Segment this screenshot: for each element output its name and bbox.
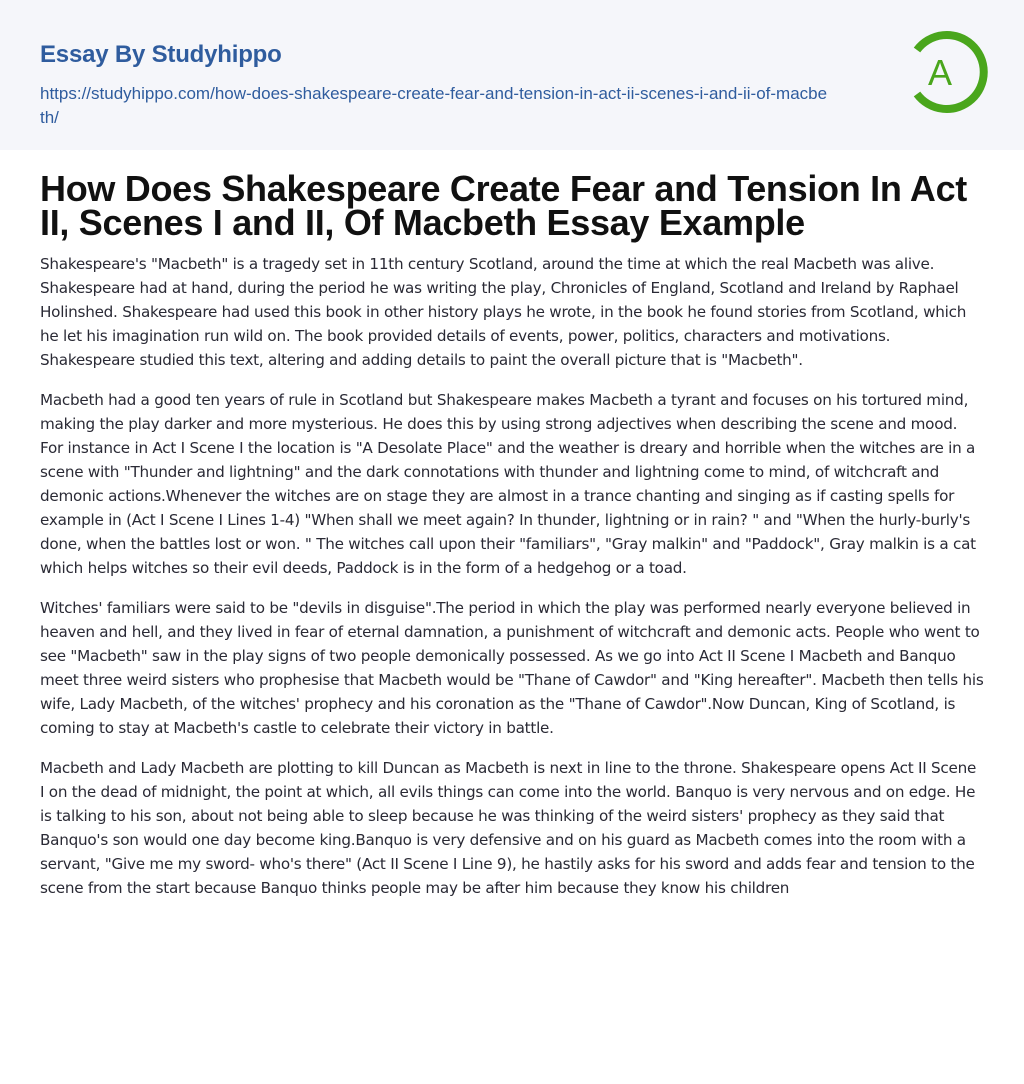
article-paragraph: Macbeth had a good ten years of rule in Scotland but Shakespeare makes Macbeth a tyrant and focuses on his tortured mind, making the play darker and more mysterious. He does this by using strong adjectives when describing the scene and mood. For instance in Act I Scene I the location is "A Desolate Place" and the weather is dreary and horrible when the witches are in a scene with "Thunder and lightning" and the dark connotations with thunder and lightning come to mind, of witchcraft and demonic actions.Whenever the witches are on stage they are almost in a trance chanting and singing as if casting spells for example in (Act I Scene I Lines 1-4) "When shall we meet again? In thunder, lightning or in rain? " and "When the hurly-burly's done, when the battles lost or won. " The witches call upon their "familiars", "Gray malkin" and "Paddock", Gray malkin is a cat which helps witches so their evil deeds, Paddock is in the form of a hedgehog or a toad.	[40, 391, 976, 577]
studyhippo-logo-icon[interactable]	[905, 30, 989, 114]
logo-arc-icon	[905, 30, 989, 114]
article-paragraph: Macbeth and Lady Macbeth are plotting to kill Duncan as Macbeth is next in line to the throne. Shakespeare opens Act II Scene I on the dead of midnight, the point at which, all evils things can come into the world. Banquo is very nervous and on edge. He is talking to his son, about not being able to sleep because he was thinking of the weird sisters' prophecy as they said that Banquo's son would one day become king.Banquo is very defensive and on his guard as Macbeth comes into the room with a servant, "Give me my sword- who's there" (Act II Scene I Line 9), he hastily asks for his sword and adds fear and tension to the scene from the start because Banquo thinks people may be after him because they know his children	[40, 759, 977, 897]
source-url-link[interactable]: https://studyhippo.com/how-does-shakespeare-create-fear-and-tension-in-act-ii-scenes-i-and-ii-of-macbeth/	[40, 84, 828, 127]
article-paragraph: Witches' familiars were said to be "devils in disguise".The period in which the play was performed nearly everyone believed in heaven and hell, and they lived in fear of eternal damnation, a punishment of witchcraft and demonic acts. People who went to see "Macbeth" saw in the play signs of two people demonically possessed. As we go into Act II Scene I Macbeth and Banquo meet three weird sisters who prophesise that Macbeth would be "Thane of Cawdor" and "King hereafter". Macbeth then tells his wife, Lady Macbeth, of the witches' prophecy and his coronation as the "Thane of Cawdor".Now Duncan, King of Scotland, is coming to stay at Macbeth's castle to celebrate their victory in battle.	[40, 599, 984, 737]
logo-letter: A	[927, 52, 953, 93]
article	[0, 168, 1024, 900]
article-paragraph: Shakespeare's "Macbeth" is a tragedy set in 11th century Scotland, around the time at which the real Macbeth was alive. Shakespeare had at hand, during the period he was writing the play, Chronicles of England, Scotland and Ireland by Raphael Holinshed. Shakespeare had used this book in other history plays he wrote, in the book he found stories from Scotland, which he let his imagination run wild on. The book provided details of events, power, politics, characters and motivations. Shakespeare studied this text, altering and adding details to paint the overall picture that is "Macbeth".	[40, 255, 967, 369]
brand-title: Essay By Studyhippo	[40, 41, 282, 68]
site-header	[0, 0, 1024, 150]
article-title: How Does Shakespeare Create Fear and Tension In Act II, Scenes I and II, Of Macbeth Essay Example	[40, 168, 967, 243]
